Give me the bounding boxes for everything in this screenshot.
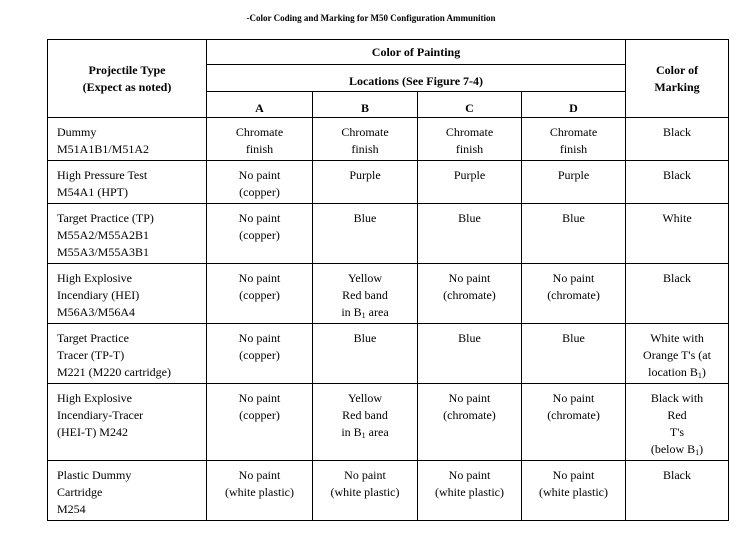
location-d-cell: Blue [522, 204, 626, 264]
projectile-type-cell: High Pressure Test M54A1 (HPT) [48, 161, 207, 204]
table-row [48, 461, 729, 521]
location-a-cell: No paint (copper) [207, 324, 313, 384]
location-c-cell: Chromate finish [418, 118, 522, 161]
projectile-type-cell: High Explosive Incendiary-Tracer (HEI-T) M242 [48, 384, 207, 461]
location-d-cell: Blue [522, 324, 626, 384]
location-b-cell: Blue [313, 324, 418, 384]
location-b-cell: Yellow Red band in $B_1$ area [313, 264, 418, 324]
marking-cell: White with Orange T's (at location $B_1$) [626, 324, 729, 384]
location-c-cell: Blue [418, 324, 522, 384]
location-a-cell: No paint (white plastic) [207, 461, 313, 521]
projectile-type-cell: High Explosive Incendiary (HEI) M56A3/M56A4 [48, 264, 207, 324]
projectile-type-cell: Target Practice Tracer (TP-T) M221 (M220 cartridge) [48, 324, 207, 384]
table-row [48, 324, 729, 384]
projectile-type-cell: Dummy M51A1B1/M51A2 [48, 118, 207, 161]
location-b-cell: Purple [313, 161, 418, 204]
marking-cell: Black [626, 161, 729, 204]
location-a-cell: No paint (copper) [207, 264, 313, 324]
location-d-cell: No paint (white plastic) [522, 461, 626, 521]
marking-cell: Black with Red T's (below $B_1$) [626, 384, 729, 461]
location-a-cell: No paint (copper) [207, 204, 313, 264]
location-b-cell: No paint (white plastic) [313, 461, 418, 521]
location-c-cell: Blue [418, 204, 522, 264]
location-a-cell: Chromate finish [207, 118, 313, 161]
location-c-cell: No paint (chromate) [418, 384, 522, 461]
color-of-painting-header: Color of Painting [207, 40, 626, 65]
location-a-cell: No paint (copper) [207, 161, 313, 204]
marking-cell: Black [626, 461, 729, 521]
location-b-cell: Blue [313, 204, 418, 264]
location-a-header: A [207, 92, 313, 118]
marking-cell: Black [626, 118, 729, 161]
location-b-header: B [313, 92, 418, 118]
location-c-header: C [418, 92, 522, 118]
location-d-cell: No paint (chromate) [522, 384, 626, 461]
color-coding-table [47, 39, 729, 521]
location-d-cell: No paint (chromate) [522, 264, 626, 324]
location-a-cell: No paint (copper) [207, 384, 313, 461]
location-c-cell: Purple [418, 161, 522, 204]
location-d-cell: Purple [522, 161, 626, 204]
location-d-cell: Chromate finish [522, 118, 626, 161]
document-title: -Color Coding and Marking for M50 Configuration Ammunition [246, 13, 496, 23]
location-c-cell: No paint (chromate) [418, 264, 522, 324]
color-of-marking-header: Color of Marking [626, 40, 729, 118]
table-row [48, 384, 729, 461]
location-c-cell: No paint (white plastic) [418, 461, 522, 521]
projectile-type-cell: Plastic Dummy Cartridge M254 [48, 461, 207, 521]
location-d-header: D [522, 92, 626, 118]
table-row [48, 118, 729, 161]
marking-cell: Black [626, 264, 729, 324]
location-b-cell: Chromate finish [313, 118, 418, 161]
location-b-cell: Yellow Red band in $B_1$ area [313, 384, 418, 461]
table-row [48, 161, 729, 204]
table-row [48, 204, 729, 264]
projectile-type-header: Projectile Type (Expect as noted) [48, 40, 207, 118]
marking-cell: White [626, 204, 729, 264]
projectile-type-cell: Target Practice (TP) M55A2/M55A2B1 M55A3/M55A3B1 [48, 204, 207, 264]
locations-header: Locations (See Figure 7-4) [207, 65, 626, 92]
table-row [48, 264, 729, 324]
